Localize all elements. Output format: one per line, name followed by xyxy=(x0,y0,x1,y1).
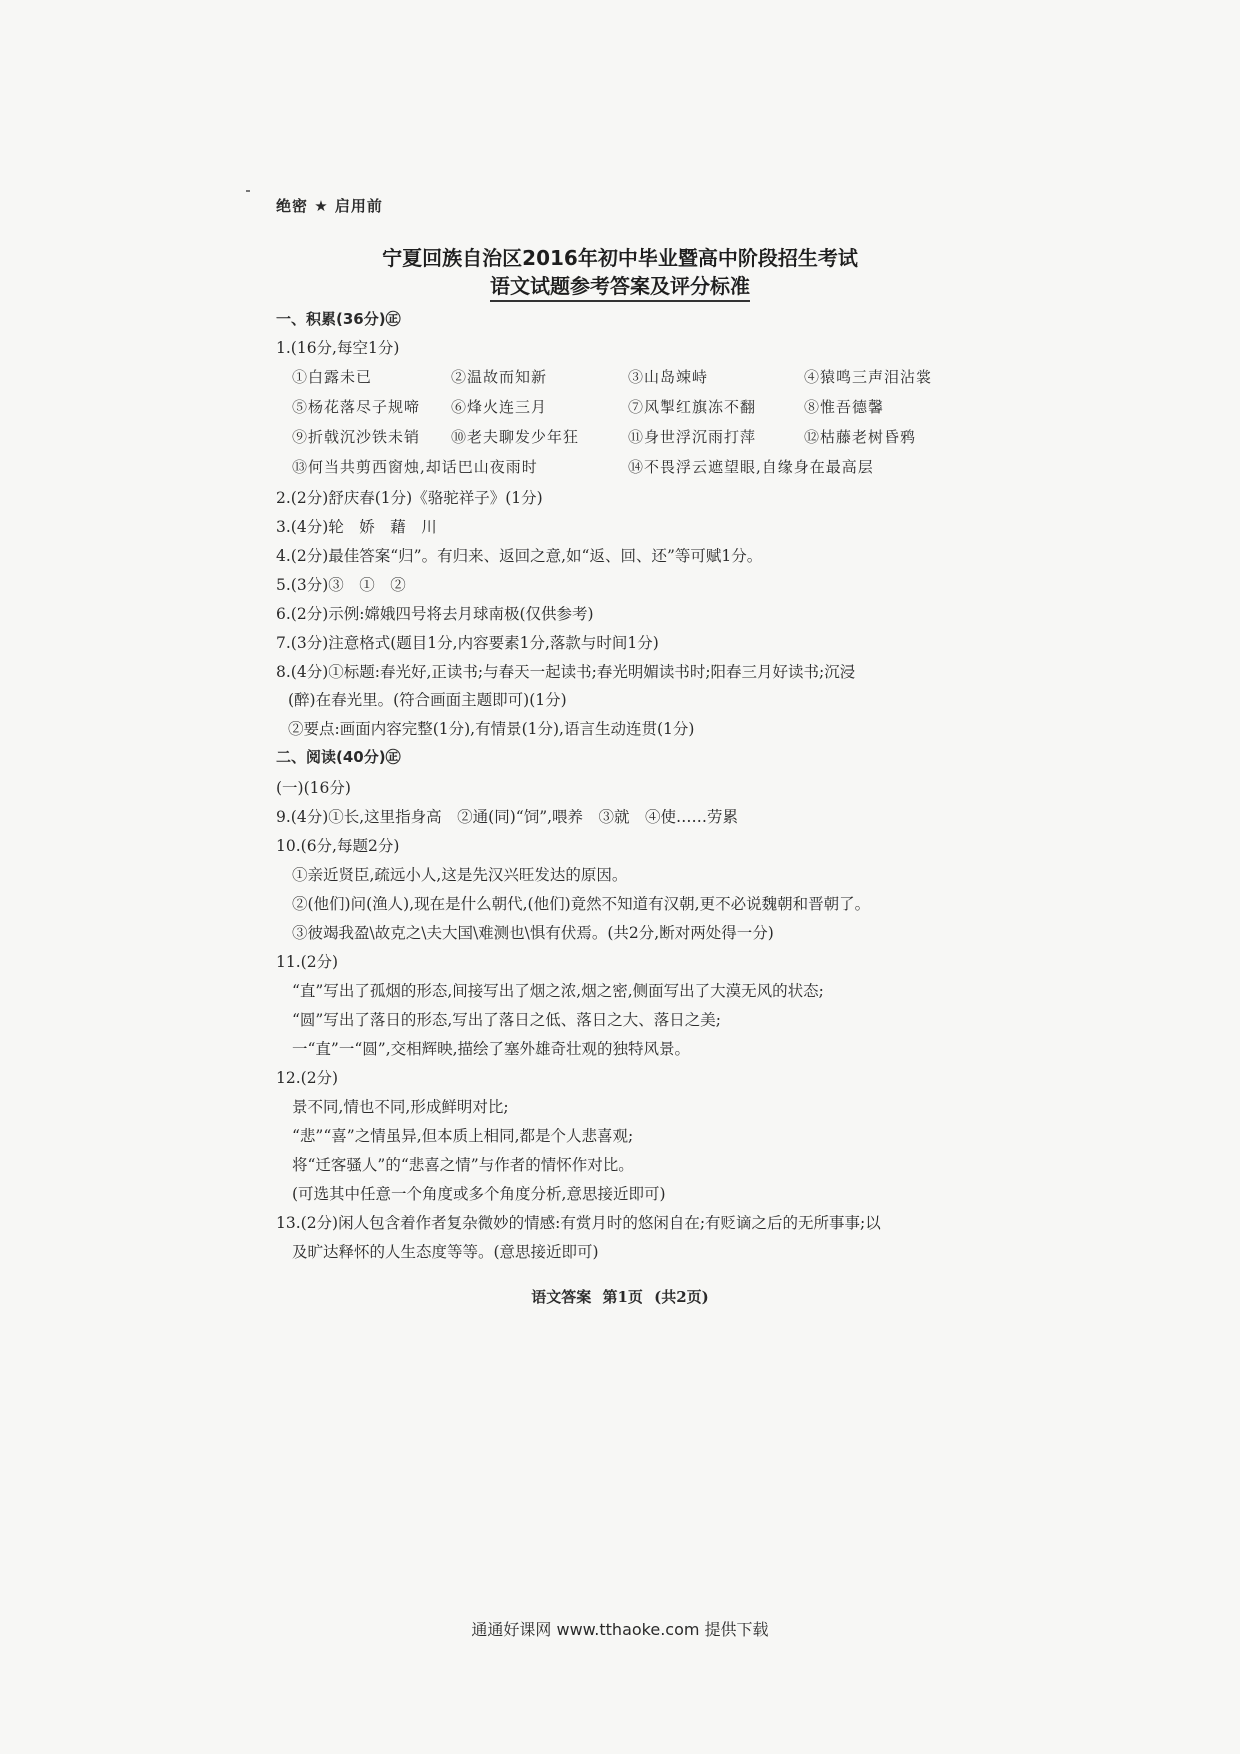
q10-answer1: ①亲近贤臣,疏远小人,这是先汉兴旺发达的原因。 xyxy=(292,866,628,884)
section1-heading: 一、积累(36分)㊣ xyxy=(276,310,401,328)
q8-answer-line2: (醉)在春光里。(符合画面主题即可)(1分) xyxy=(288,691,567,709)
q1-answer: ③山岛竦峙 xyxy=(628,368,709,386)
q11-answer3: 一“直”一“圆”,交相辉映,描绘了塞外雄奇壮观的独特风景。 xyxy=(292,1040,691,1058)
q12-answer4: (可选其中任意一个角度或多个角度分析,意思接近即可) xyxy=(292,1185,666,1203)
reading-part1-heading: (一)(16分) xyxy=(276,779,351,797)
q10-answer3: ③彼竭我盈\故克之\夫大国\难测也\惧有伏焉。(共2分,断对两处得一分) xyxy=(292,924,774,942)
q1-intro: 1.(16分,每空1分) xyxy=(276,339,400,357)
q1-answer: ⑤杨花落尽子规啼 xyxy=(292,398,421,416)
q1-answer: ⑥烽火连三月 xyxy=(451,398,548,416)
q1-answer: ⑦风掣红旗冻不翻 xyxy=(628,398,757,416)
q2-answer: 2.(2分)舒庆春(1分)《骆驼祥子》(1分) xyxy=(276,489,543,507)
document-subtitle xyxy=(0,270,1240,299)
q1-answer: ⑭不畏浮云遮望眼,自缘身在最高层 xyxy=(628,458,874,476)
q12-answer2: “悲”“喜”之情虽异,但本质上相同,都是个人悲喜观; xyxy=(292,1127,634,1145)
q11-answer1: “直”写出了孤烟的形态,间接写出了烟之浓,烟之密,侧面写出了大漠无风的状态; xyxy=(292,982,824,1000)
q13-answer-line1: 13.(2分)闲人包含着作者复杂微妙的情感:有赏月时的悠闲自在;有贬谪之后的无所事事;以 xyxy=(276,1214,881,1232)
download-source-footer: 通通好课网 www.tthaoke.com 提供下载 xyxy=(471,1620,769,1639)
page-number: 语文答案 第1页 (共2页) xyxy=(531,1288,709,1306)
confidential-label: 绝密 ★ 启用前 xyxy=(276,197,383,215)
q1-answer: ⑨折戟沉沙铁未销 xyxy=(292,428,421,446)
q11-answer2: “圆”写出了落日的形态,写出了落日之低、落日之大、落日之美; xyxy=(292,1011,721,1029)
q1-answer: ⑫枯藤老树昏鸦 xyxy=(804,428,917,446)
q12-answer1: 景不同,情也不同,形成鲜明对比; xyxy=(292,1098,509,1116)
q12-answer3: 将“迁客骚人”的“悲喜之情”与作者的情怀作对比。 xyxy=(292,1156,634,1174)
q1-answer: ①白露未已 xyxy=(292,368,373,386)
q1-answer: ④猿鸣三声泪沾裳 xyxy=(804,368,933,386)
q6-answer: 6.(2分)示例:嫦娥四号将去月球南极(仅供参考) xyxy=(276,605,594,623)
q7-answer: 7.(3分)注意格式(题目1分,内容要素1分,落款与时间1分) xyxy=(276,634,659,652)
q1-answer: ②温故而知新 xyxy=(451,368,548,386)
q10-intro: 10.(6分,每题2分) xyxy=(276,837,400,855)
q9-answer: 9.(4分)①长,这里指身高 ②通(同)“饲”,喂养 ③就 ④使……劳累 xyxy=(276,808,739,826)
q1-answer: ⑪身世浮沉雨打萍 xyxy=(628,428,757,446)
q4-answer: 4.(2分)最佳答案“归”。有归来、返回之意,如“返、回、还”等可赋1分。 xyxy=(276,547,763,565)
q8-answer-line3: ②要点:画面内容完整(1分),有情景(1分),语言生动连贯(1分) xyxy=(288,720,695,738)
document-title: 宁夏回族自治区2016年初中毕业暨高中阶段招生考试 xyxy=(382,246,858,270)
q1-answer: ⑩老夫聊发少年狂 xyxy=(451,428,580,446)
scan-mark xyxy=(246,190,250,192)
q8-answer-line1: 8.(4分)①标题:春光好,正读书;与春天一起读书;春光明媚读书时;阳春三月好读书;沉浸 xyxy=(276,663,856,681)
section2-heading: 二、阅读(40分)㊣ xyxy=(276,748,401,766)
q5-answer: 5.(3分)③ ① ② xyxy=(276,576,406,594)
subtitle-text: 语文试题参考答案及评分标准 xyxy=(490,274,750,302)
q13-answer-line2: 及旷达释怀的人生态度等等。(意思接近即可) xyxy=(292,1243,599,1261)
q3-answer: 3.(4分)轮 娇 藉 川 xyxy=(276,518,437,536)
q10-answer2: ②(他们)问(渔人),现在是什么朝代,(他们)竟然不知道有汉朝,更不必说魏朝和晋朝了。 xyxy=(292,895,871,913)
q12-intro: 12.(2分) xyxy=(276,1069,339,1087)
q11-intro: 11.(2分) xyxy=(276,953,339,971)
q1-answer: ⑧惟吾德馨 xyxy=(804,398,885,416)
q1-answer: ⑬何当共剪西窗烛,却话巴山夜雨时 xyxy=(292,458,538,476)
